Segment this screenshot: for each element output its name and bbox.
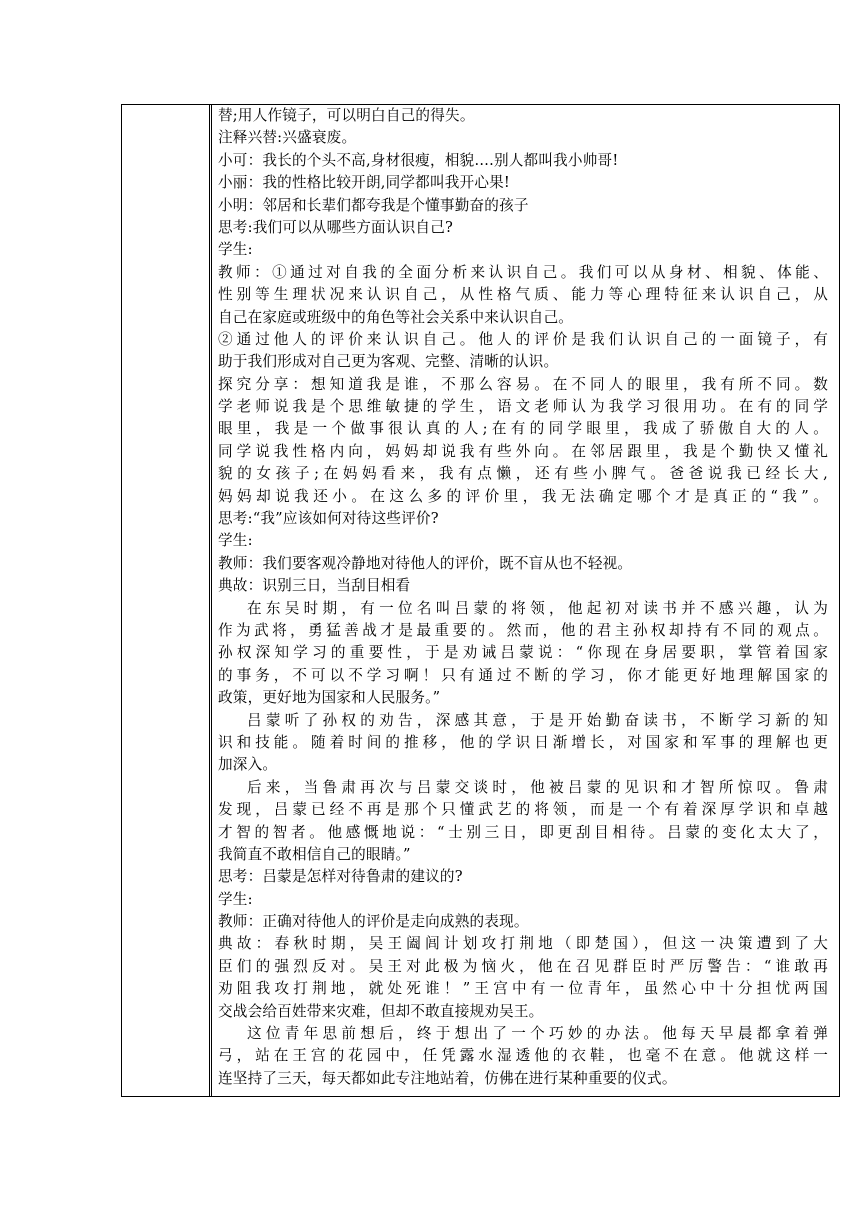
text-line: 典故：识别三日，当刮目相看: [218, 577, 411, 595]
text-line: 典故：春秋时期，吴王阖闾计划攻打荆地（即楚国），但这一决策遭到了大: [218, 935, 828, 953]
text-line: 替;用人作镜子，可以明白自己的得失。: [218, 107, 475, 124]
text-line: 学生:: [218, 241, 253, 259]
text-line: 教师：我们要客观冷静地对待他人的评价，既不盲从也不轻视。: [218, 554, 633, 572]
text-line: 才智的智者。他感慨地说：“士别三日，即更刮目相待。吕蒙的变化太大了，: [218, 823, 828, 841]
text-line: 思考：吕蒙是怎样对待鲁肃的建议的?: [218, 868, 463, 886]
text-line: 我简直不敢相信自己的眼睛。”: [218, 845, 411, 863]
lesson-plan-table: [121, 104, 840, 1097]
text-line: 弓，站在王宫的花园中，任凭露水湿透他的衣鞋，也毫不在意。他就这样一: [218, 1047, 828, 1065]
text-line: 妈妈却说我还小。在这么多的评价里，我无法确定哪个才是真正的“我”。: [218, 487, 828, 505]
column-divider: [209, 105, 210, 1096]
text-line: 学生:: [218, 532, 253, 550]
text-line: 小丽：我的性格比较开朗,同学都叫我开心果!: [218, 174, 510, 192]
text-line: 思考:我们可以从哪些方面认识自己?: [218, 218, 454, 236]
text-line: 的事务，不可以不学习啊！只有通过不断的学习，你才能更好地理解国家的: [218, 666, 828, 684]
text-line: 注释兴替:兴盛衰废。: [218, 129, 357, 147]
text-line: 政策，更好地为国家和人民服务。”: [218, 689, 441, 707]
text-line: 思考:“我”应该如何对待这些评价?: [218, 510, 439, 528]
text-line: 劝阻我攻打荆地，就处死谁！”王宫中有一位青年，虽然心中十分担忧两国: [218, 980, 828, 998]
text-line: 探究分享：想知道我是谁，不那么容易。在不同人的眼里，我有所不同。数: [218, 375, 828, 393]
text-line: 小可：我长的个头不高,身材很瘦，相貌….别人都叫我小帅哥!: [218, 151, 619, 169]
text-line: 作为武将，勇猛善战才是最重要的。然而，他的君主孙权却持有不同的观点。: [218, 621, 828, 639]
text-line: 助于我们形成对自己更为客观、完整、清晰的认识。: [218, 353, 559, 371]
text-line: 识和技能。随着时间的推移，他的学识日渐增长，对国家和军事的理解也更: [218, 733, 828, 751]
text-line: 性别等生理状况来认识自己，从性格气质、能力等心理特征来认识自己，从: [218, 286, 828, 304]
text-line: 连坚持了三天，每天都如此专注地站着，仿佛在进行某种重要的仪式。: [218, 1069, 677, 1087]
text-line: 自己在家庭或班级中的角色等社会关系中来认识自己。: [218, 308, 574, 326]
text-line: 眼里，我是一个做事很认真的人;在有的同学眼里，我成了骄傲自大的人。: [218, 420, 828, 438]
lesson-content-cell: [218, 105, 828, 1090]
text-line: 臣们的强烈反对。吴王对此极为恼火，他在召见群臣时严厉警告：“谁敢再: [218, 957, 828, 975]
text-line: 这位青年思前想后，终于想出了一个巧妙的办法。他每天早晨都拿着弹: [247, 1025, 828, 1043]
column-divider: [211, 105, 212, 1096]
text-line: 发现，吕蒙已经不再是那个只懂武艺的将领，而是一个有着深厚学识和卓越: [218, 801, 828, 819]
text-line: 交战会给百姓带来灾难，但却不敢直接规劝吴王。: [218, 1002, 544, 1020]
text-line: ②通过他人的评价来认识自己。他人的评价是我们认识自己的一面镜子，有: [218, 330, 828, 348]
text-line: 在东吴时期，有一位名叫吕蒙的将领，他起初对读书并不感兴趣，认为: [247, 599, 828, 617]
text-line: 加深入。: [218, 756, 278, 774]
text-line: 貌的女孩子;在妈妈看来，我有点懒，还有些小脾气。爸爸说我已经长大,: [218, 465, 828, 483]
text-line: 吕蒙听了孙权的劝告，深感其意，于是开始勤奋读书，不断学习新的知: [247, 711, 828, 729]
text-line: 孙权深知学习的重要性，于是劝诫吕蒙说：“你现在身居要职，掌管着国家: [218, 644, 828, 662]
text-line: 教师：①通过对自我的全面分析来认识自己。我们可以从身材、相貌、体能、: [218, 263, 828, 281]
text-line: 学生:: [218, 890, 253, 908]
text-line: 同学说我性格内向，妈妈却说我有些外向。在邻居跟里，我是个勤快又懂礼: [218, 442, 828, 460]
text-line: 小明：邻居和长辈们都夸我是个懂事勤奋的孩子: [218, 196, 529, 214]
text-line: 教师：正确对待他人的评价是走向成熟的表现。: [218, 913, 529, 931]
text-line: 学老师说我是个思维敏捷的学生，语文老师认为我学习很用功。在有的同学: [218, 398, 828, 416]
text-line: 后来，当鲁肃再次与吕蒙交谈时，他被吕蒙的见识和才智所惊叹。鲁肃: [247, 778, 828, 796]
